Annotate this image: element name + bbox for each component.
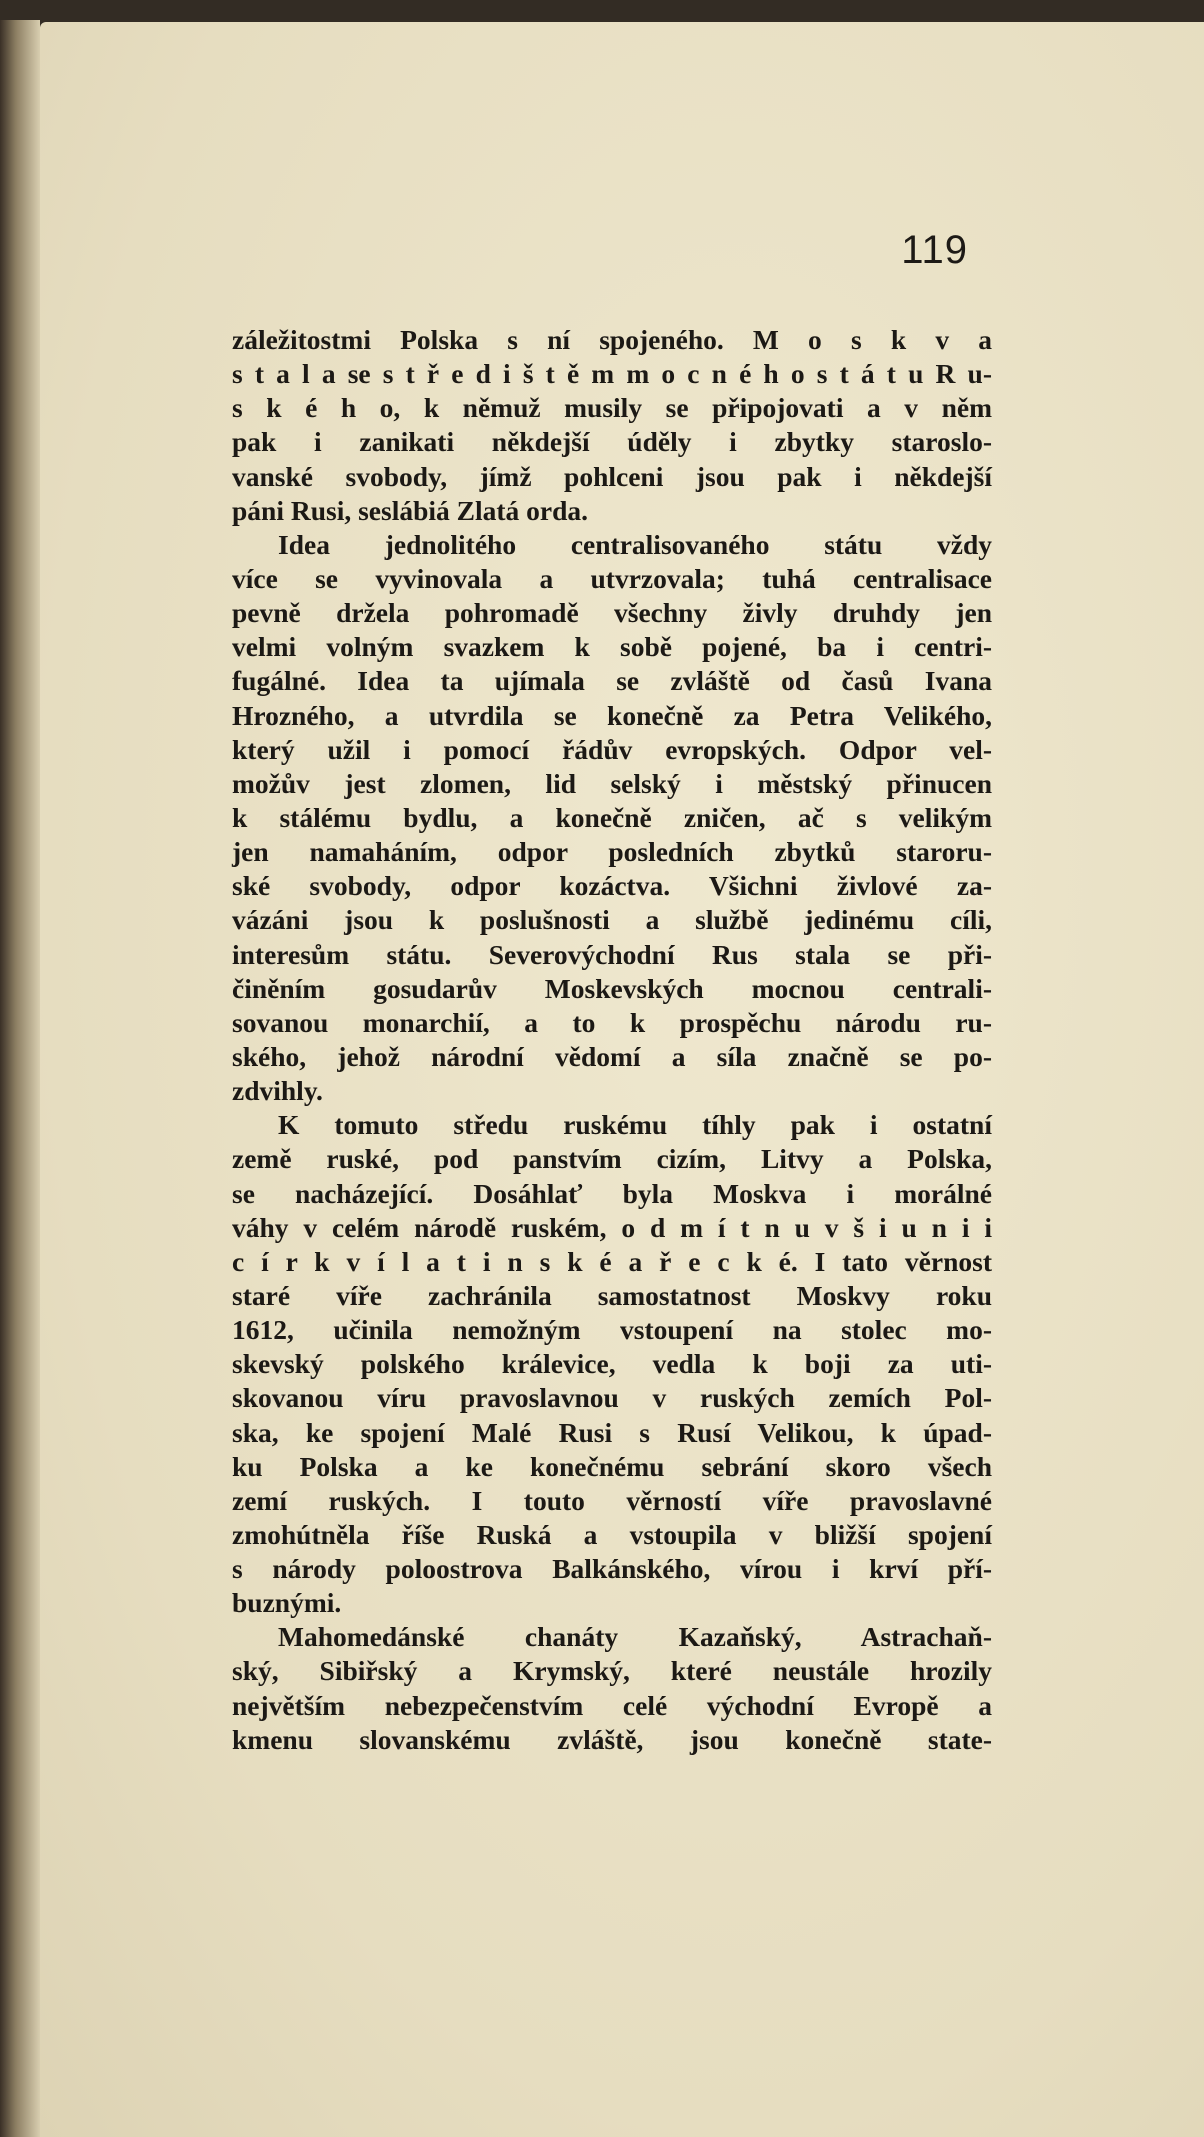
- page-gutter-edge: [0, 20, 40, 2137]
- text-line: možův jest zlomen, lid selský i městský přinucen: [232, 767, 992, 799]
- text-line: Hrozného, a utvrdila se konečně za Petra Velikého,: [232, 699, 992, 731]
- text-line: páni Rusi, seslábiá Zlatá orda.: [232, 494, 589, 526]
- text-line: vanské svobody, jímž pohlceni jsou pak i někdejší: [232, 460, 992, 492]
- text-line: k stálému bydlu, a konečně zničen, ač s velikým: [232, 801, 992, 833]
- text-line: zemí ruských. I touto věrností víře pravoslavné: [232, 1484, 992, 1516]
- text-line: pak i zanikati někdejší úděly i zbytky staroslo-: [232, 426, 992, 458]
- text-line: fugálné. Idea ta ujímala se zvláště od časů Ivana: [232, 665, 992, 697]
- text-line: ska, ke spojení Malé Rusi s Rusí Velikou, k úpad-: [232, 1416, 992, 1448]
- text-line: ské svobody, odpor kozáctva. Všichni živlové za-: [232, 870, 992, 902]
- page-number: 119: [901, 228, 968, 272]
- text-line: pevně držela pohromadě všechny živly druhdy jen: [232, 597, 992, 629]
- text-line: kmenu slovanskému zvláště, jsou konečně state-: [232, 1723, 992, 1755]
- text-line: největším nebezpečenstvím celé východní Evropě a: [232, 1689, 992, 1721]
- text-line: záležitostmi Polska s ní spojeného. M o s k v a: [232, 324, 992, 355]
- text-line: vázáni jsou k poslušnosti a službě jedinému cíli,: [232, 904, 992, 936]
- text-line: s t a l a se s t ř e d i š t ě m m o c n é h o s t á t u R u-: [232, 358, 992, 390]
- text-line: skevský polského králevice, vedla k boji za uti-: [232, 1348, 992, 1380]
- text-line: s k é h o, k němuž musily se připojovati a v něm: [232, 392, 992, 424]
- text-line: se nacházející. Dosáhlať byla Moskva i morálné: [232, 1177, 992, 1209]
- text-line: jen namaháním, odpor posledních zbytků staroru-: [232, 836, 992, 868]
- text-line: skovanou víru pravoslavnou v ruských zemích Pol-: [232, 1382, 992, 1414]
- text-line: ský, Sibiřský a Krymský, které neustále hrozily: [232, 1655, 992, 1687]
- text-line: zmohútněla říše Ruská a vstoupila v bližší spojení: [232, 1518, 992, 1550]
- text-line: s národy poloostrova Balkánského, vírou i krví pří-: [232, 1553, 992, 1585]
- text-line: který užil i pomocí řádův evropských. Odpor vel-: [232, 733, 992, 765]
- text-line: K tomuto středu ruskému tíhly pak i ostatní: [278, 1109, 992, 1141]
- text-line: sovanou monarchií, a to k prospěchu národu ru-: [232, 1006, 992, 1038]
- text-line: činěním gosudarův Moskevských mocnou centrali-: [232, 972, 992, 1004]
- text-line: více se vyvinovala a utvrzovala; tuhá centralisace: [232, 562, 992, 594]
- text-line: buznými.: [232, 1587, 342, 1619]
- text-line: váhy v celém národě ruském, o d m í t n u v š i u n i i: [232, 1211, 992, 1243]
- text-line: Idea jednolitého centralisovaného státu vždy: [278, 528, 992, 560]
- text-line: ku Polska a ke konečnému sebrání skoro všech: [232, 1450, 992, 1482]
- text-line: interesům státu. Severovýchodní Rus stala se při-: [232, 938, 992, 970]
- text-line: Mahomedánské chanáty Kazaňský, Astrachaň-: [278, 1621, 992, 1653]
- text-line: zdvihly.: [232, 1075, 323, 1107]
- body-text: [232, 323, 992, 1757]
- text-line: země ruské, pod panstvím cizím, Litvy a Polska,: [232, 1143, 992, 1175]
- text-line: ského, jehož národní vědomí a síla značně se po-: [232, 1040, 992, 1072]
- text-line: c í r k v í l a t i n s k é a ř e c k é. I tato věrnost: [232, 1245, 992, 1277]
- text-line: velmi volným svazkem k sobě pojené, ba i centri-: [232, 631, 992, 663]
- text-line: staré víře zachránila samostatnost Moskvy roku: [232, 1279, 992, 1311]
- text-line: 1612, učinila nemožným vstoupení na stolec mo-: [232, 1314, 992, 1346]
